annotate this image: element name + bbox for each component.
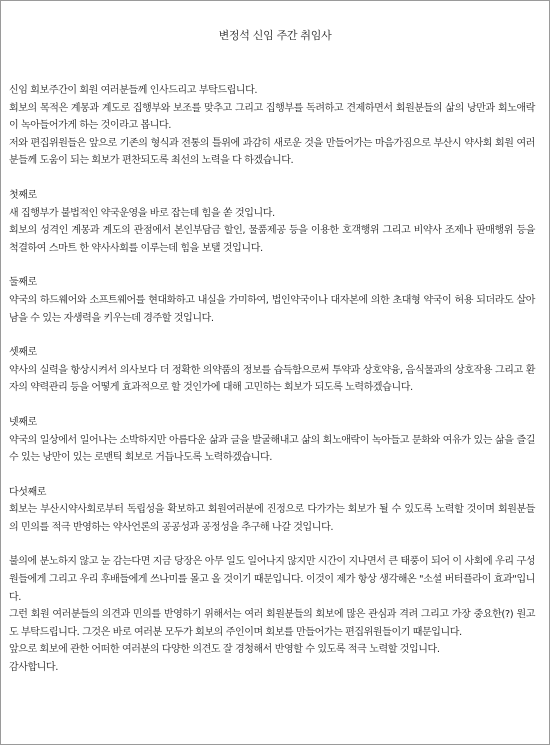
intro-line: 회보의 목적은 계몽과 계도로 집행부와 보조를 맞추고 그리고 집행부를 독려하고 견제하면서 회원분들의 삶의 낭만과 회노애락이 녹아들어가게 하는 것이라고 봅니다.: [9, 102, 535, 132]
section-heading: 둘째로: [9, 277, 37, 289]
section-heading: 첫째로: [9, 189, 37, 201]
section-second: [9, 274, 535, 327]
section-line: 회보의 성격인 계몽과 계도의 관점에서 본인부담금 할인, 물품제공 등을 이용한 호객행위 그리고 비약사 조제나 판매행위 등을 척결하여 스마트 한 약사사회를 이루는데 힘을 보탤 것입니다.: [9, 225, 535, 254]
section-line: 약국의 하드웨어와 소프트웨어를 현대화하고 내실을 가미하여, 법인약국이나 대자본에 의한 초대형 약국이 허용 되더라도 살아남을 수 있는 자생력을 키우는데 경주할 것입니다.: [9, 294, 535, 324]
closing-line: 불의에 분노하지 않고 눈 감는다면 지금 당장은 아무 일도 일어나지 않지만 시간이 지나면서 큰 태풍이 되어 이 사회에 우리 구성원들에게 그리고 우리 후배들에게 쓰나미를 몰고 올 것이기 때문입니다. 이것이 제가 항상 생각해온 "소셜 버터플라이 효과"입니다.: [9, 556, 535, 603]
section-first: [9, 187, 535, 257]
section-third: [9, 344, 535, 397]
section-line: 회보는 부산시약사회로부터 독립성을 확보하고 회원여러분에 진정으로 다가가는 회보가 될 수 있도록 노력할 것이며 회원분들의 민의를 적극 반영하는 약사언론의 공공성과 공정성을 추구해 나갈 것입니다.: [9, 504, 535, 533]
closing-line: 그런 회원 여러분들의 의견과 민의를 반영하기 위해서는 여러 회원분들의 회보에 많은 관심과 격려 그리고 가장 중요한(?) 원고도 부탁드립니다. 그것은 바로 여러분 모두가 회보의 주인이며 회보를 만들어가는 편집위원들이기 때문입니다.: [9, 609, 535, 638]
section-fourth: [9, 414, 535, 467]
closing-line: 앞으로 회보에 관한 어떠한 여러분의 다양한 의견도 잘 경청해서 반영할 수 있도록 적극 노력할 것입니다.: [9, 644, 440, 656]
section-fifth: [9, 484, 535, 537]
section-heading: 다섯째로: [9, 486, 47, 498]
intro-line: 신임 회보주간이 회원 여러분들께 인사드리고 부탁드립니다.: [9, 85, 258, 96]
document-body: [9, 82, 535, 677]
intro-section: [9, 82, 535, 170]
section-heading: 넷째로: [9, 416, 37, 428]
intro-line: 저와 편집위원들은 앞으로 기존의 형식과 전통의 틀위에 과감히 새로운 것을 만들어가는 마음가짐으로 부산시 약사회 회원 여러분들께 도움이 되는 회보가 편찬되도록 최선의 노력을 다 하겠습니다.: [9, 137, 535, 167]
section-heading: 셋째로: [9, 347, 37, 359]
section-line: 새 집행부가 불법적인 약국운영을 바로 잡는데 힘을 쏟 것입니다.: [9, 207, 275, 219]
closing-section: [9, 553, 535, 676]
section-line: 약국의 일상에서 일어나는 소박하지만 아름다운 삶과 글을 발굴해내고 삶의 회노애락이 녹아들고 문화와 여유가 있는 삶을 즐길 수 있는 낭만이 있는 로맨틱 회보로 거듭나도록 노력하겠습니다.: [9, 434, 535, 464]
closing-signoff: 감사합니다.: [9, 662, 59, 674]
document-title: 변정석 신임 주간 취임사: [218, 29, 332, 42]
section-line: 약사의 실력을 항상시켜서 의사보다 더 정확한 의약품의 정보를 습득함으로써 투약과 상호약융, 음식물과의 상호작용 그리고 환자의 약력관리 등을 어떻게 효과적으로 할 것인가에 대해 고민하는 회보가 되도록 노력하겠습니다.: [9, 364, 535, 394]
